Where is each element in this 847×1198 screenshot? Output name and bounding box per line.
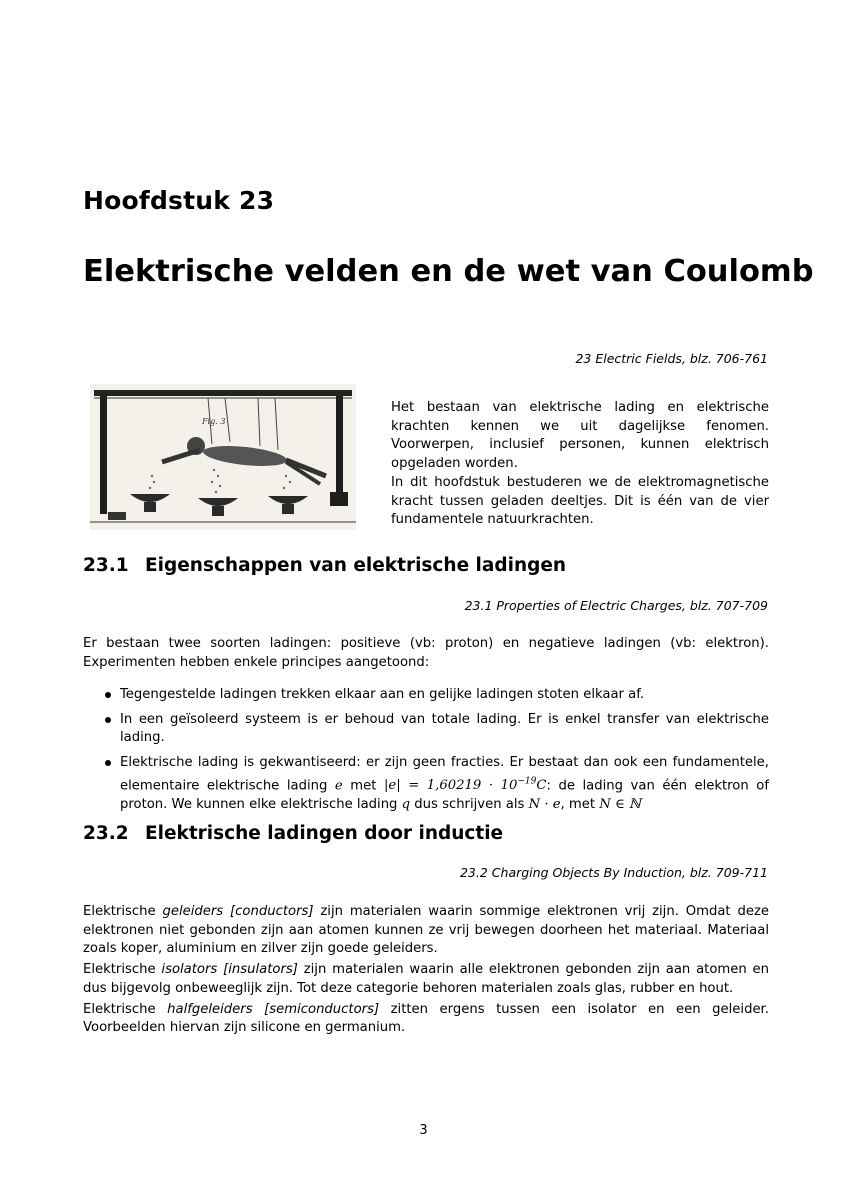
chapter-label: Hoofdstuk 23 <box>83 186 275 215</box>
formula-ne: N · e <box>528 796 561 812</box>
list-item <box>83 754 769 815</box>
bullet-1-text: Tegengestelde ladingen trekken elkaar aan en gelijke ladingen stoten elkaar af. <box>120 687 645 702</box>
principles-list <box>83 686 769 821</box>
section-2-title: Elektrische ladingen door inductie <box>145 823 504 844</box>
semiconductors-paragraph: Elektrische halfgeleiders [semiconductors] zitten ergens tussen een isolator en een geleider. Voorbeelden hiervan zijn silicone en germanium. <box>83 1001 769 1036</box>
formula-set: N ∈ ℕ <box>599 796 641 812</box>
section-2-number: 23.2 <box>83 823 129 844</box>
list-item <box>83 711 769 748</box>
section-1-number: 23.1 <box>83 555 129 576</box>
chapter-title: Elektrische velden en de wet van Coulomb <box>83 254 814 289</box>
intro-paragraph-1: Het bestaan van elektrische lading en elektrische krachten kennen we uit dagelijkse fenomen. Voorwerpen, inclusief personen, kunnen elektrisch opgeladen worden. <box>391 400 769 472</box>
section-2-heading <box>83 823 503 844</box>
section-2-reference: 23.2 Charging Objects By Induction, blz. 709-711 <box>459 865 768 880</box>
bullet-icon <box>105 760 111 766</box>
bullet-icon <box>105 692 111 698</box>
list-item <box>83 686 769 705</box>
section-1-intro-text: Er bestaan twee soorten ladingen: positieve (vb: proton) en negatieve ladingen (vb: elektron). Experimenten hebben enkele principes aangetoond: <box>83 636 769 670</box>
engraving-illustration <box>90 384 356 530</box>
charge-formula: $|e| = 1,60219 \cdot 10^{-19}C$ <box>383 776 547 794</box>
symbol-q: q <box>401 796 411 812</box>
figure-caption: Fig. 3 <box>202 417 226 426</box>
term-conductors: geleiders [conductors] <box>162 904 314 919</box>
page-number: 3 <box>419 1123 428 1138</box>
bullet-icon <box>105 717 111 723</box>
bullet-3-text-d: dus schrijven als <box>414 796 525 812</box>
bullet-3-text-e: , met <box>560 796 596 812</box>
bullet-3-text-b: met <box>350 778 377 794</box>
symbol-e: e <box>334 778 343 794</box>
section-1-heading <box>83 555 566 576</box>
bullet-2-text: In een geïsoleerd systeem is er behoud van totale lading. Er is enkel transfer van elektrische lading. <box>120 711 769 746</box>
intro-paragraph-2: In dit hoofdstuk bestuderen we de elektromagnetische kracht tussen geladen deeltjes. Dit is één van de vier fundamentele natuurkrachten. <box>391 474 769 528</box>
section-1-reference: 23.1 Properties of Electric Charges, blz. 707-709 <box>464 598 768 613</box>
section-2-body <box>83 903 769 1040</box>
suspended-boy-electrostatic-engraving <box>90 384 356 530</box>
chapter-reference: 23 Electric Fields, blz. 706-761 <box>575 351 768 366</box>
chapter-intro <box>391 399 769 530</box>
insulators-paragraph: Elektrische isolators [insulators] zijn materialen waarin alle elektronen gebonden zijn aan atomen en dus bijgevolg onbeweeglijk zijn. Tot deze categorie behoren materialen zoals glas, rubber en hout. <box>83 962 769 996</box>
conductors-paragraph: Elektrische geleiders [conductors] zijn materialen waarin sommige elektronen vrij zijn. Omdat deze elektronen niet gebonden zijn aan atomen kunnen ze vrij bewegen doorheen het materiaal. Materiaal zoals koper, aluminium en zilver zijn goede geleiders. <box>83 904 769 957</box>
term-semiconductors: halfgeleiders [semiconductors] <box>167 1001 380 1017</box>
section-1-intro <box>83 635 769 674</box>
bullet-3-text-a: Elektrische lading is gekwantiseerd: er zijn geen fracties. Er bestaat dan ook een fundamentele, elementaire elektrische lading <box>120 755 769 794</box>
term-insulators: isolators [insulators] <box>161 962 298 978</box>
bullet-3-text-c: : de lading van één elektron of proton. We kunnen elke elektrische lading <box>120 778 769 812</box>
section-1-title: Eigenschappen van elektrische ladingen <box>145 555 567 576</box>
